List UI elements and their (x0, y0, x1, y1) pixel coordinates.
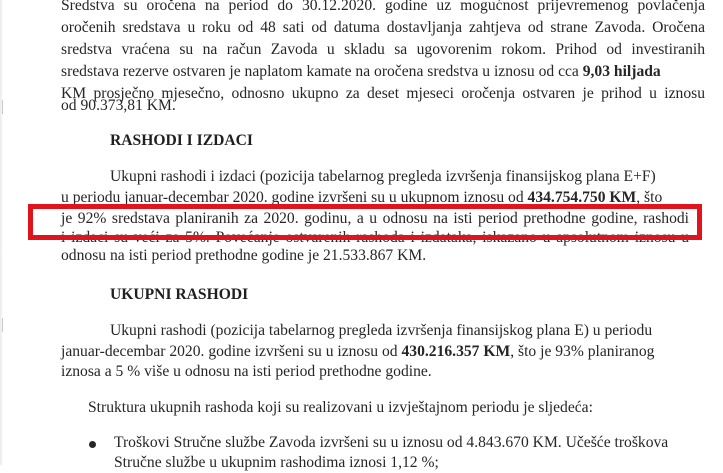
paragraph-line: Struktura ukupnih rashoda koji su realizovani u izvještajnom periodu je sljedeća: (88, 399, 593, 416)
section-heading-rashodi-i-izdaci: RASHODI I IZDACI (110, 132, 253, 149)
bullet-line: Stručne službe u ukupnim rashodima iznosi 1,12 %; (114, 454, 439, 471)
paragraph-line: KM prosječno mjesečno, odnosno ukupno za deset mjeseci oročenja ostvaren je prihod u iznosu (61, 85, 705, 102)
paragraph-line: Ukupni rashodi (pozicija tabelarnog pregleda izvršenja finansijskog plana E) u periodu (110, 322, 653, 339)
paragraph-line: u periodu januar-decembar 2020. godine izvršeni su u ukupnom iznosu od 434.754.750 KM, što (61, 189, 663, 206)
highlight-box (28, 204, 702, 240)
page-edge-mark (2, 100, 6, 114)
paragraph-line: iznosa a 5 % više u odnosu na isti period prethodne godine. (61, 363, 432, 380)
paragraph-line-highlighted: i izdaci su veći za 5%. Povećanje ostvarenih rashoda i izdataka, iskazano u apsolutnom iznosu u (61, 229, 689, 246)
page-edge-mark (2, 318, 6, 332)
paragraph-line: odnosu na isti period prethodne godine je 21.533.867 KM. (61, 247, 427, 264)
bullet-line: Troškovi Stručne službe Zavoda izvršeni su u iznosu od 4.843.670 KM. Učešće troškova (114, 434, 669, 451)
page-edge-shadow (0, 0, 3, 465)
paragraph-line: Ukupni rashodi i izdaci (pozicija tabelarnog pregleda izvršenja finansijskog plana E+F) (110, 168, 656, 185)
section-heading-ukupni-rashodi: UKUPNI RASHODI (110, 286, 249, 303)
bullet-icon (89, 441, 96, 448)
paragraph-line: Sredstva su oročena na period do 30.12.2020. godine uz mogućnost prijevremenog povlačenja (61, 0, 705, 14)
paragraph-line: od 90.373,81 KM. (61, 97, 176, 114)
paragraph-line: januar-decembar 2020. godine izvršeni su u iznosu od 430.216.357 KM, što je 93% planiranog (61, 343, 655, 360)
paragraph-line: sredstava rezerve ostvaren je naplatom kamate na oročena sredstva u iznosu od cca 9,03 hiljada (61, 63, 661, 80)
paragraph-line: oročenih sredstava u roku od 48 sati od datuma dostavljanja zahtjeva od strane Zavoda. Oročena (61, 19, 705, 36)
paragraph-line-highlighted: je 92% sredstava planiranih za 2020. godinu, a u odnosu na isti period prethodne godine, rashodi (61, 210, 689, 227)
paragraph-line: sredstva vraćena su na račun Zavoda u skladu sa ugovorenim rokom. Prihod od investiranih (61, 41, 705, 58)
